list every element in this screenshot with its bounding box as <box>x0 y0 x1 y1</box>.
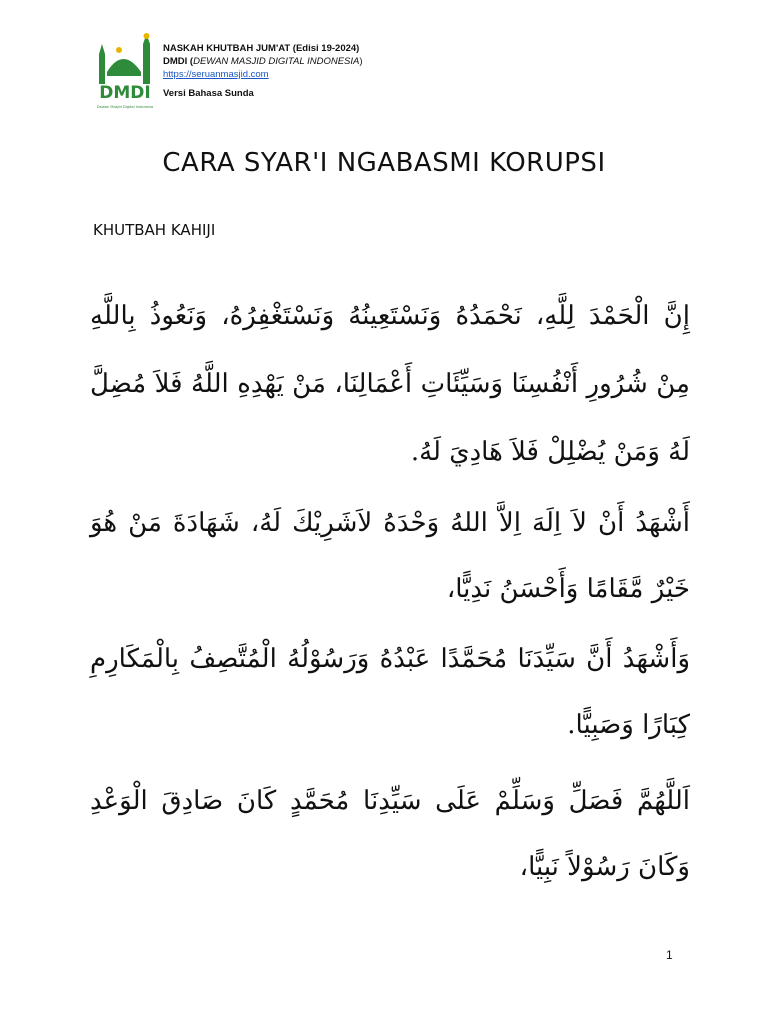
logo-text: DMDI <box>99 83 151 103</box>
document-header <box>95 32 515 112</box>
logo-caption: Dewan Masjid Digital Indonesia <box>96 105 154 109</box>
page-title: CARA SYAR'I NGABASMI KORUPSI <box>162 148 606 178</box>
arabic-paragraph: أَشْهَدُ أَنْ لاَ اِلَهَ اِلاَّ اللهُ وَحْدَهُ لاَشَرِيْكَ لَهُ، شَهَادَةَ مَنْ هُوَ خَيْرٌ مَّقَامًا وَأَحْسَنُ نَدِيًّا، <box>90 508 690 604</box>
arabic-paragraph: وَأَشْهَدُ أَنَّ سَيِّدَنَا مُحَمَّدًا عَبْدُهُ وَرَسُوْلُهُ الْمُتَّصِفُ بِالْمَكَارِمِ كِبَارًا وَصَبِيًّا. <box>90 644 690 740</box>
page-number: 1 <box>666 948 673 962</box>
arabic-paragraph: اَللَّهُمَّ فَصَلِّ وَسَلِّمْ عَلَى سَيِّدِنَا مُحَمَّدٍ كَانَ صَادِقَ الْوَعْدِ وَكَانَ رَسُوْلاً نَبِيًّا، <box>90 786 690 882</box>
dmdi-logo <box>95 32 155 112</box>
arabic-paragraph: إِنَّ الْحَمْدَ لِلَّهِ، نَحْمَدُهُ وَنَسْتَعِينُهُ وَنَسْتَغْفِرُهُ، وَنَعُوذُ بِاللَّهِ مِنْ شُرُورِ أَنْفُسِنَا وَسَيِّئَاتِ أَعْمَالِنَا، مَنْ يَهْدِهِ اللَّهُ فَلاَ مُضِلَّ لَهُ وَمَنْ يُضْلِلْ فَلاَ هَادِيَ لَهُ. <box>90 301 690 467</box>
org-line: DMDI (DEWAN MASJID DIGITAL INDONESIA) <box>163 56 363 67</box>
section-heading: KHUTBAH KAHIJI <box>93 221 216 239</box>
header-text <box>163 42 363 100</box>
website-link[interactable]: https://seruanmasjid.com <box>163 69 269 80</box>
edition-line: NASKAH KHUTBAH JUM'AT (Edisi 19-2024) <box>163 43 360 54</box>
version-label: Versi Bahasa Sunda <box>163 88 254 99</box>
